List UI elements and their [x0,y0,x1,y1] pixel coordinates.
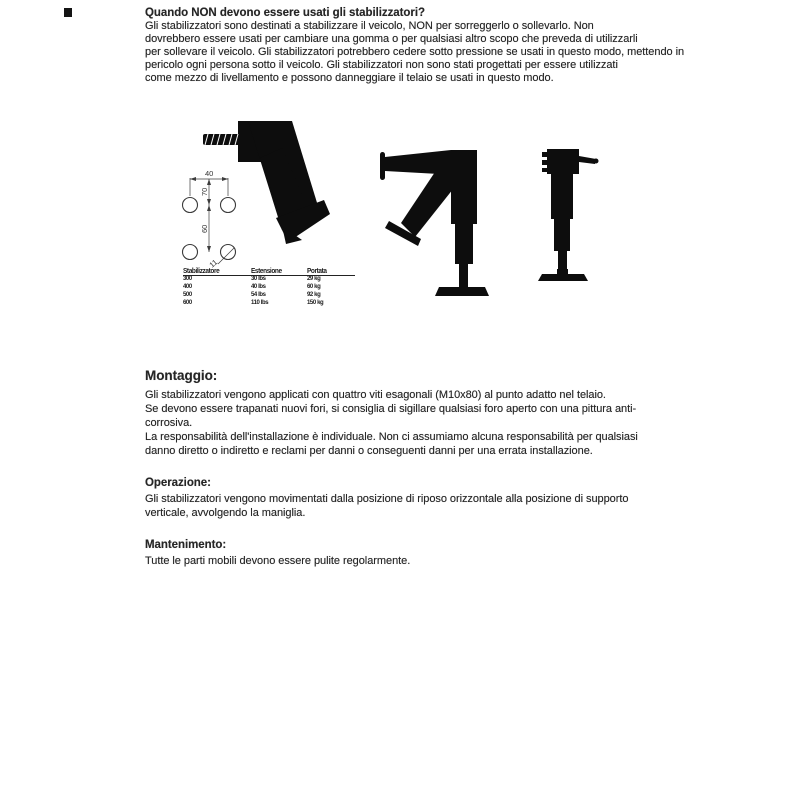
page-title: Quando NON devono essere usati gli stabilizzatori? [145,7,425,19]
figure-stabilizer-transition [375,145,505,300]
dim-upper-label: 70 [200,187,209,196]
figure-stabilizer-extended [525,143,610,288]
scan-artifact [64,8,72,17]
montaggio-line: Gli stabilizzatori vengono applicati con quattro viti esagonali (M10x80) al punto adatto nel telaio. [145,389,606,401]
stabilizer-transition-drawing [375,145,505,300]
spec-table [183,268,355,308]
operazione-line: verticale, avvolgendo la maniglia. [145,507,306,519]
intro-line: per sollevare il veicolo. Gli stabilizzatori potrebbero cedere sotto pressione se usati in questo modo, mettendo in [145,46,685,58]
spec-cell: 500 [183,292,192,298]
spec-cell: 40 lbs [251,284,266,290]
spec-table-header-row [183,268,355,276]
spec-col-header: Portata [307,268,355,276]
montaggio-line: Se devono essere trapanati nuovi fori, si consiglia di sigillare qualsiasi foro aperto con una pittura anti- [145,403,637,415]
table-row [183,300,355,308]
spec-cell: 60 kg [307,284,321,290]
hole-pattern-drawing [174,166,274,272]
montaggio-line: La responsabilità dell'installazione è individuale. Non ci assumiamo alcuna responsabilità per qualsiasi [145,431,638,443]
spec-cell: 30 lbs [251,276,266,282]
spec-cell: 300 [183,276,192,282]
mantenimento-section [145,539,410,568]
dim-lower-label: 60 [200,224,209,233]
spec-cell: 150 kg [307,300,324,306]
operazione-heading: Operazione: [145,477,211,489]
spec-cell: 29 kg [307,276,321,282]
operazione-line: Gli stabilizzatori vengono movimentati dalla posizione di riposo orizzontale alla posizione di supporto [145,493,629,505]
dim-width-label: 40 [205,169,214,178]
spec-cell: 400 [183,284,192,290]
operazione-section [145,477,628,520]
spec-col-header: Estensione [251,268,307,276]
dim-hole-label: 11 [207,257,220,270]
intro-line: come mezzo di livellamento e possono danneggiare il telaio se usati in questo modo. [145,72,554,84]
montaggio-section [145,368,638,458]
mantenimento-line: Tutte le parti mobili devono essere pulite regolarmente. [145,555,411,567]
montaggio-heading: Montaggio: [145,368,218,383]
spec-cell: 92 kg [307,292,321,298]
table-row [183,292,355,300]
spec-cell: 110 lbs [251,300,269,306]
table-row [183,276,355,285]
montaggio-line: corrosiva. [145,417,193,429]
intro-section [145,6,684,85]
stabilizer-extended-drawing [525,143,610,288]
montaggio-line: danno diretto o indiretto e reclami per danni o conseguenti danni per una errata installazione. [145,445,593,457]
spec-cell: 54 lbs [251,292,266,298]
figure-hole-pattern-diagram [174,166,274,272]
mantenimento-heading: Mantenimento: [145,539,227,551]
intro-line: Gli stabilizzatori sono destinati a stabilizzare il veicolo, NON per sorreggerlo o sollevarlo. Non [145,20,594,32]
spec-col-header: Stabilizzatore [183,268,251,276]
intro-line: pericolo ogni persona sotto il veicolo. Gli stabilizzatori non sono stati progettati per essere utilizzati [145,59,618,71]
spec-cell: 600 [183,300,192,306]
table-row [183,284,355,292]
intro-line: dovrebbero essere usati per cambiare una gomma o per qualsiasi altro scopo che preveda di utilizzarli [145,33,638,45]
